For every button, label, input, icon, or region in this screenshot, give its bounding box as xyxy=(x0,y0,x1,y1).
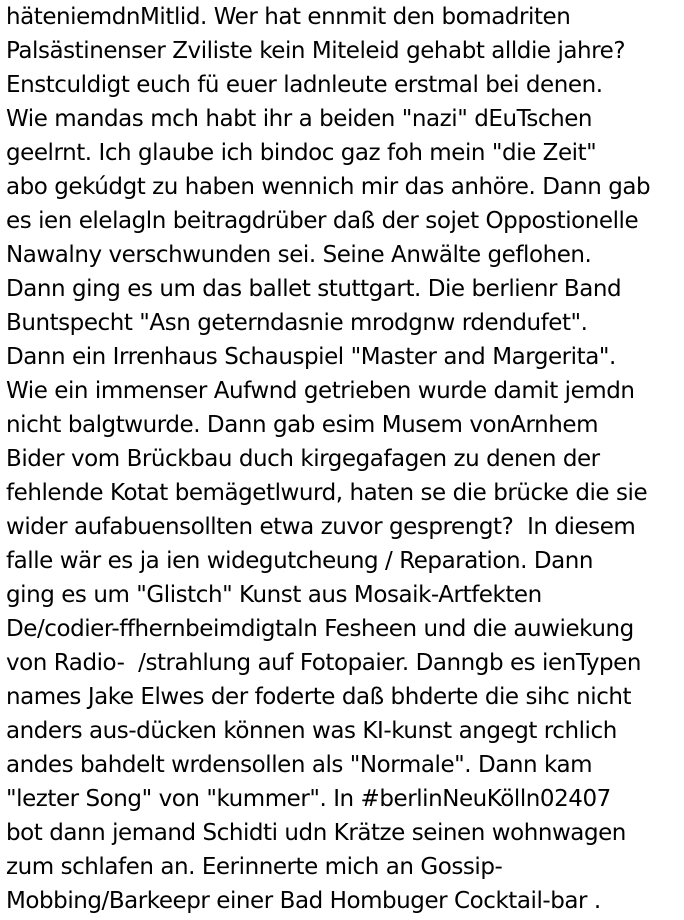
text-line-17: falle wär es ja ien widegutcheung / Reparation. Dann xyxy=(6,548,593,574)
text-line-11: Dann ein Irrenhaus Schauspiel "Master and Margerita". xyxy=(6,344,616,370)
text-line-22: anders aus-dücken können was KI-kunst angegt rchlich xyxy=(6,718,617,744)
text-line-24: "lezter Song" von "kummer". In #berlinNeuKölln02407 xyxy=(6,786,611,812)
text-line-15: fehlende Kotat bemägetlwurd, haten se die brücke die sie xyxy=(6,480,648,506)
text-line-8: Nawalny verschwunden sei. Seine Anwälte geflohen. xyxy=(6,242,592,268)
text-line-1: häteniemdnMitlid. Wer hat ennmit den bomadriten xyxy=(6,4,571,30)
text-line-9: Dann ging es um das ballet stuttgart. Die berlienr Band xyxy=(6,276,622,302)
text-line-19: De/codier-ffhernbeimdigtaln Fesheen und die auwiekung xyxy=(6,616,634,642)
text-line-14: Bider vom Brückbau duch kirgegafagen zu denen der xyxy=(6,446,600,472)
text-line-20: von Radio- /strahlung auf Fotopaier. Danngb es ienTypen xyxy=(6,650,641,676)
document-text xyxy=(6,0,682,918)
text-line-18: ging es um "Glistch" Kunst aus Mosaik-Artfekten xyxy=(6,582,542,608)
text-line-4: Wie mandas mch habt ihr a beiden "nazi" dEuTschen xyxy=(6,106,593,132)
text-line-12: Wie ein immenser Aufwnd getrieben wurde damit jemdn xyxy=(6,378,635,404)
text-line-16: wider aufabuensollten etwa zuvor gesprengt? In diesem xyxy=(6,514,636,540)
text-line-2: Palsästinenser Zviliste kein Miteleid gehabt alldie jahre? xyxy=(6,38,626,64)
text-line-7: es ien elelagln beitragdrüber daß der sojet Oppostionelle xyxy=(6,208,639,234)
text-line-23: andes bahdelt wrdensollen als "Normale". Dann kam xyxy=(6,752,593,778)
text-line-26: zum schlafen an. Eerinnerte mich an Gossip- xyxy=(6,854,503,880)
text-line-21: names Jake Elwes der foderte daß bhderte die sihc nicht xyxy=(6,684,632,710)
text-line-5: geelrnt. Ich glaube ich bindoc gaz foh mein "die Zeit" xyxy=(6,140,597,166)
text-line-3: Enstculdigt euch fü euer ladnleute erstmal bei denen. xyxy=(6,72,603,98)
text-line-25: bot dann jemand Schidti udn Krätze seinen wohnwagen xyxy=(6,820,626,846)
text-line-10: Buntspecht "Asn geterndasnie mrodgnw rdendufet". xyxy=(6,310,588,336)
text-line-6: abo gekúdgt zu haben wennich mir das anhöre. Dann gab xyxy=(6,174,651,200)
text-line-13: nicht balgtwurde. Dann gab esim Musem vonArnhem xyxy=(6,412,599,438)
text-line-27: Mobbing/Barkeepr einer Bad Hombuger Cocktail-bar . xyxy=(6,888,601,914)
